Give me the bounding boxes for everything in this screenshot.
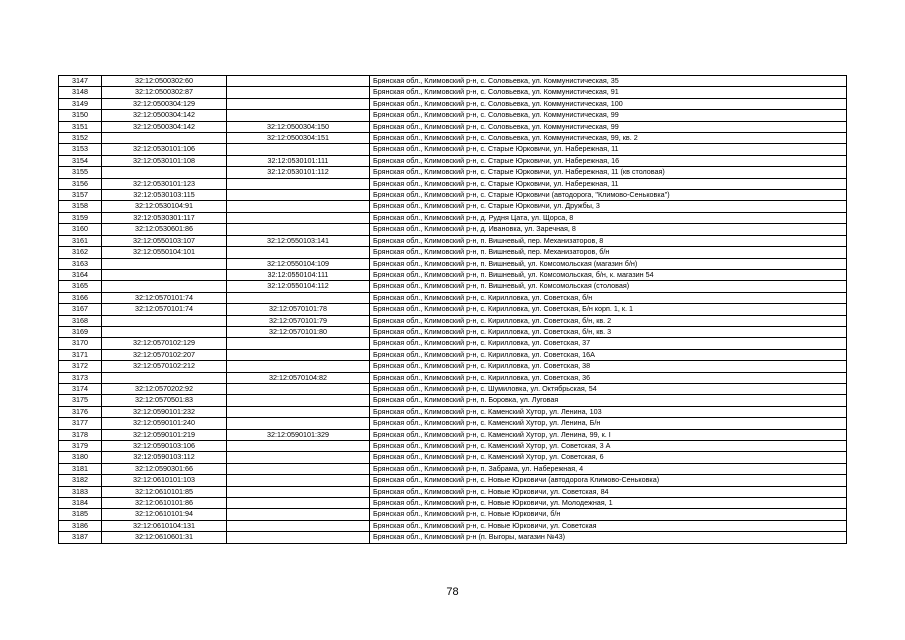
row-number-cell: 3152 <box>59 133 102 144</box>
building-cadastral-number-cell <box>227 224 370 235</box>
table-row <box>59 121 847 132</box>
row-number-cell: 3149 <box>59 98 102 109</box>
cadastral-number-cell <box>102 167 227 178</box>
address-cell: Брянская обл., Климовский р-н, с. Кирилловка, ул. Советская, б/н, кв. 2 <box>370 315 847 326</box>
cadastral-number-cell: 32:12:0530101:106 <box>102 144 227 155</box>
row-number-cell: 3157 <box>59 190 102 201</box>
address-cell: Брянская обл., Климовский р-н, с. Соловьевка, ул. Коммунистическая, 100 <box>370 98 847 109</box>
address-cell: Брянская обл., Климовский р-н, с. Новые Юрковичи (автодорога Климово-Сеньковка) <box>370 475 847 486</box>
cadastral-number-cell: 32:12:0570102:129 <box>102 338 227 349</box>
row-number-cell: 3154 <box>59 155 102 166</box>
building-cadastral-number-cell <box>227 247 370 258</box>
table-row <box>59 76 847 87</box>
building-cadastral-number-cell <box>227 87 370 98</box>
cadastral-number-cell <box>102 269 227 280</box>
address-cell: Брянская обл., Климовский р-н, с. Соловьевка, ул. Коммунистическая, 99 <box>370 110 847 121</box>
cadastral-number-cell <box>102 372 227 383</box>
cadastral-number-cell <box>102 258 227 269</box>
building-cadastral-number-cell <box>227 212 370 223</box>
address-cell: Брянская обл., Климовский р-н, с. Соловьевка, ул. Коммунистическая, 91 <box>370 87 847 98</box>
row-number-cell: 3179 <box>59 441 102 452</box>
building-cadastral-number-cell <box>227 452 370 463</box>
building-cadastral-number-cell <box>227 520 370 531</box>
row-number-cell: 3171 <box>59 349 102 360</box>
row-number-cell: 3178 <box>59 429 102 440</box>
address-cell: Брянская обл., Климовский р-н, с. Старые Юрковичи, ул. Набережная, 11 (кв столовая) <box>370 167 847 178</box>
cadastral-number-cell: 32:12:0610101:85 <box>102 486 227 497</box>
building-cadastral-number-cell: 32:12:0530101:112 <box>227 167 370 178</box>
cadastral-number-cell: 32:12:0530104:91 <box>102 201 227 212</box>
cadastral-number-cell: 32:12:0530101:123 <box>102 178 227 189</box>
table-row <box>59 315 847 326</box>
row-number-cell: 3175 <box>59 395 102 406</box>
table-row <box>59 292 847 303</box>
table-row <box>59 338 847 349</box>
building-cadastral-number-cell: 32:12:0590101:329 <box>227 429 370 440</box>
cadastral-number-cell: 32:12:0610601:31 <box>102 532 227 543</box>
cadastral-number-cell: 32:12:0500302:87 <box>102 87 227 98</box>
address-cell: Брянская обл., Климовский р-н, с. Каменский Хутор, ул. Ленина, Б/н <box>370 418 847 429</box>
table-row <box>59 532 847 543</box>
table-row <box>59 475 847 486</box>
table-row <box>59 201 847 212</box>
table-row <box>59 178 847 189</box>
row-number-cell: 3166 <box>59 292 102 303</box>
table-row <box>59 212 847 223</box>
cadastral-number-cell: 32:12:0550104:101 <box>102 247 227 258</box>
address-cell: Брянская обл., Климовский р-н, с. Старые Юрковичи (автодорога, "Климово-Сеньковка") <box>370 190 847 201</box>
building-cadastral-number-cell <box>227 178 370 189</box>
cadastral-number-cell: 32:12:0530103:115 <box>102 190 227 201</box>
table-row <box>59 326 847 337</box>
address-cell: Брянская обл., Климовский р-н, с. Старые Юрковичи, ул. Набережная, 16 <box>370 155 847 166</box>
building-cadastral-number-cell <box>227 98 370 109</box>
table-row <box>59 406 847 417</box>
cadastral-number-cell: 32:12:0500304:142 <box>102 121 227 132</box>
cadastral-number-cell: 32:12:0570501:83 <box>102 395 227 406</box>
cadastral-number-cell: 32:12:0590101:232 <box>102 406 227 417</box>
row-number-cell: 3174 <box>59 383 102 394</box>
cadastral-number-cell <box>102 281 227 292</box>
building-cadastral-number-cell <box>227 76 370 87</box>
row-number-cell: 3167 <box>59 304 102 315</box>
row-number-cell: 3147 <box>59 76 102 87</box>
table-row <box>59 509 847 520</box>
table-row <box>59 235 847 246</box>
address-cell: Брянская обл., Климовский р-н, с. Кирилловка, ул. Советская, 38 <box>370 361 847 372</box>
row-number-cell: 3148 <box>59 87 102 98</box>
address-cell: Брянская обл., Климовский р-н, с. Соловьевка, ул. Коммунистическая, 99, кв. 2 <box>370 133 847 144</box>
address-cell: Брянская обл., Климовский р-н, п. Вишневый, пер. Механизаторов, б/н <box>370 247 847 258</box>
building-cadastral-number-cell: 32:12:0550104:111 <box>227 269 370 280</box>
row-number-cell: 3150 <box>59 110 102 121</box>
row-number-cell: 3153 <box>59 144 102 155</box>
table-row <box>59 395 847 406</box>
address-cell: Брянская обл., Климовский р-н, с. Новые Юрковичи, б/н <box>370 509 847 520</box>
address-cell: Брянская обл., Климовский р-н, с. Кирилловка, ул. Советская, 37 <box>370 338 847 349</box>
cadastral-number-cell: 32:12:0610104:131 <box>102 520 227 531</box>
cadastral-number-cell: 32:12:0590101:219 <box>102 429 227 440</box>
building-cadastral-number-cell <box>227 441 370 452</box>
table-row <box>59 190 847 201</box>
row-number-cell: 3180 <box>59 452 102 463</box>
table-row <box>59 87 847 98</box>
table-row <box>59 144 847 155</box>
row-number-cell: 3181 <box>59 463 102 474</box>
row-number-cell: 3183 <box>59 486 102 497</box>
cadastral-number-cell: 32:12:0570102:207 <box>102 349 227 360</box>
cadastral-number-cell: 32:12:0530601:86 <box>102 224 227 235</box>
table-row <box>59 372 847 383</box>
building-cadastral-number-cell <box>227 406 370 417</box>
address-cell: Брянская обл., Климовский р-н, с. Старые Юрковичи, ул. Набережная, 11 <box>370 178 847 189</box>
registry-table <box>58 75 847 544</box>
row-number-cell: 3169 <box>59 326 102 337</box>
address-cell: Брянская обл., Климовский р-н, с. Новые Юрковичи, ул. Советская, 84 <box>370 486 847 497</box>
building-cadastral-number-cell <box>227 201 370 212</box>
building-cadastral-number-cell <box>227 292 370 303</box>
address-cell: Брянская обл., Климовский р-н, п. Вишневый, пер. Механизаторов, 8 <box>370 235 847 246</box>
cadastral-number-cell: 32:12:0590301:66 <box>102 463 227 474</box>
table-row <box>59 247 847 258</box>
table-row <box>59 361 847 372</box>
cadastral-number-cell: 32:12:0570102:212 <box>102 361 227 372</box>
row-number-cell: 3165 <box>59 281 102 292</box>
building-cadastral-number-cell: 32:12:0550104:109 <box>227 258 370 269</box>
cadastral-number-cell: 32:12:0500304:142 <box>102 110 227 121</box>
building-cadastral-number-cell <box>227 110 370 121</box>
table-row <box>59 304 847 315</box>
cadastral-number-cell: 32:12:0590101:240 <box>102 418 227 429</box>
address-cell: Брянская обл., Климовский р-н, с. Кирилловка, ул. Советская, 16А <box>370 349 847 360</box>
row-number-cell: 3158 <box>59 201 102 212</box>
address-cell: Брянская обл., Климовский р-н, с. Кирилловка, ул. Советская, б/н, кв. 3 <box>370 326 847 337</box>
row-number-cell: 3172 <box>59 361 102 372</box>
registry-table-body <box>59 76 847 544</box>
row-number-cell: 3155 <box>59 167 102 178</box>
address-cell: Брянская обл., Климовский р-н, с. Кирилловка, ул. Советская, Б/н корп. 1, к. 1 <box>370 304 847 315</box>
address-cell: Брянская обл., Климовский р-н, п. Вишневый, ул. Комсомольская (столовая) <box>370 281 847 292</box>
cadastral-number-cell: 32:12:0570101:74 <box>102 304 227 315</box>
row-number-cell: 3151 <box>59 121 102 132</box>
table-row <box>59 520 847 531</box>
building-cadastral-number-cell: 32:12:0550104:112 <box>227 281 370 292</box>
cadastral-number-cell: 32:12:0610101:103 <box>102 475 227 486</box>
building-cadastral-number-cell: 32:12:0570101:78 <box>227 304 370 315</box>
address-cell: Брянская обл., Климовский р-н, д. Ивановка, ул. Заречная, 8 <box>370 224 847 235</box>
cadastral-number-cell: 32:12:0590103:106 <box>102 441 227 452</box>
building-cadastral-number-cell: 32:12:0550103:141 <box>227 235 370 246</box>
table-row <box>59 258 847 269</box>
cadastral-number-cell <box>102 326 227 337</box>
address-cell: Брянская обл., Климовский р-н, с. Старые Юрковичи, ул. Набережная, 11 <box>370 144 847 155</box>
building-cadastral-number-cell <box>227 509 370 520</box>
address-cell: Брянская обл., Климовский р-н, п. Боровка, ул. Луговая <box>370 395 847 406</box>
address-cell: Брянская обл., Климовский р-н (п. Выгоры, магазин №43) <box>370 532 847 543</box>
row-number-cell: 3168 <box>59 315 102 326</box>
table-row <box>59 429 847 440</box>
cadastral-number-cell: 32:12:0530301:117 <box>102 212 227 223</box>
cadastral-number-cell: 32:12:0610101:86 <box>102 498 227 509</box>
building-cadastral-number-cell <box>227 418 370 429</box>
table-row <box>59 486 847 497</box>
building-cadastral-number-cell <box>227 361 370 372</box>
cadastral-number-cell <box>102 133 227 144</box>
table-row <box>59 167 847 178</box>
cadastral-number-cell <box>102 315 227 326</box>
building-cadastral-number-cell: 32:12:0570104:82 <box>227 372 370 383</box>
cadastral-number-cell: 32:12:0590103:112 <box>102 452 227 463</box>
cadastral-number-cell: 32:12:0570202:92 <box>102 383 227 394</box>
row-number-cell: 3156 <box>59 178 102 189</box>
building-cadastral-number-cell <box>227 395 370 406</box>
building-cadastral-number-cell <box>227 532 370 543</box>
row-number-cell: 3159 <box>59 212 102 223</box>
cadastral-number-cell: 32:12:0550103:107 <box>102 235 227 246</box>
building-cadastral-number-cell <box>227 190 370 201</box>
table-row <box>59 452 847 463</box>
page-number: 78 <box>446 586 459 598</box>
cadastral-number-cell: 32:12:0610101:94 <box>102 509 227 520</box>
address-cell: Брянская обл., Климовский р-н, с. Каменский Хутор, ул. Советская, 3 А <box>370 441 847 452</box>
address-cell: Брянская обл., Климовский р-н, с. Каменский Хутор, ул. Советская, 6 <box>370 452 847 463</box>
cadastral-number-cell: 32:12:0500304:129 <box>102 98 227 109</box>
row-number-cell: 3160 <box>59 224 102 235</box>
row-number-cell: 3162 <box>59 247 102 258</box>
cadastral-number-cell: 32:12:0500302:60 <box>102 76 227 87</box>
row-number-cell: 3177 <box>59 418 102 429</box>
table-row <box>59 281 847 292</box>
table-row <box>59 224 847 235</box>
address-cell: Брянская обл., Климовский р-н, с. Новые Юрковичи, ул. Советская <box>370 520 847 531</box>
table-row <box>59 155 847 166</box>
table-row <box>59 110 847 121</box>
building-cadastral-number-cell <box>227 475 370 486</box>
building-cadastral-number-cell: 32:12:0570101:79 <box>227 315 370 326</box>
row-number-cell: 3164 <box>59 269 102 280</box>
building-cadastral-number-cell <box>227 338 370 349</box>
address-cell: Брянская обл., Климовский р-н, с. Старые Юрковичи, ул. Дружбы, 3 <box>370 201 847 212</box>
table-row <box>59 463 847 474</box>
table-row <box>59 98 847 109</box>
address-cell: Брянская обл., Климовский р-н, п. Забрама, ул. Набережная, 4 <box>370 463 847 474</box>
building-cadastral-number-cell <box>227 498 370 509</box>
building-cadastral-number-cell: 32:12:0500304:150 <box>227 121 370 132</box>
address-cell: Брянская обл., Климовский р-н, с. Кирилловка, ул. Советская, 36 <box>370 372 847 383</box>
row-number-cell: 3161 <box>59 235 102 246</box>
building-cadastral-number-cell: 32:12:0500304:151 <box>227 133 370 144</box>
row-number-cell: 3170 <box>59 338 102 349</box>
building-cadastral-number-cell <box>227 349 370 360</box>
row-number-cell: 3163 <box>59 258 102 269</box>
building-cadastral-number-cell <box>227 463 370 474</box>
address-cell: Брянская обл., Климовский р-н, с. Кирилловка, ул. Советская, б/н <box>370 292 847 303</box>
building-cadastral-number-cell: 32:12:0570101:80 <box>227 326 370 337</box>
address-cell: Брянская обл., Климовский р-н, д. Рудня Цата, ул. Щорса, 8 <box>370 212 847 223</box>
address-cell: Брянская обл., Климовский р-н, с. Соловьевка, ул. Коммунистическая, 99 <box>370 121 847 132</box>
building-cadastral-number-cell <box>227 144 370 155</box>
building-cadastral-number-cell <box>227 383 370 394</box>
address-cell: Брянская обл., Климовский р-н, с. Шумиловка, ул. Октябрьская, 54 <box>370 383 847 394</box>
address-cell: Брянская обл., Климовский р-н, п. Вишневый, ул. Комсомольская, б/н, к. магазин 54 <box>370 269 847 280</box>
address-cell: Брянская обл., Климовский р-н, с. Соловьевка, ул. Коммунистическая, 35 <box>370 76 847 87</box>
building-cadastral-number-cell <box>227 486 370 497</box>
address-cell: Брянская обл., Климовский р-н, п. Вишневый, ул. Комсомольская (магазин б/н) <box>370 258 847 269</box>
row-number-cell: 3173 <box>59 372 102 383</box>
address-cell: Брянская обл., Климовский р-н, с. Каменский Хутор, ул. Ленина, 103 <box>370 406 847 417</box>
row-number-cell: 3185 <box>59 509 102 520</box>
cadastral-number-cell: 32:12:0530101:108 <box>102 155 227 166</box>
table-row <box>59 383 847 394</box>
table-row <box>59 269 847 280</box>
row-number-cell: 3182 <box>59 475 102 486</box>
address-cell: Брянская обл., Климовский р-н, с. Новые Юрковичи, ул. Молодежная, 1 <box>370 498 847 509</box>
building-cadastral-number-cell: 32:12:0530101:111 <box>227 155 370 166</box>
address-cell: Брянская обл., Климовский р-н, с. Каменский Хутор, ул. Ленина, 99, к. I <box>370 429 847 440</box>
table-row <box>59 349 847 360</box>
table-row <box>59 498 847 509</box>
table-row <box>59 133 847 144</box>
row-number-cell: 3186 <box>59 520 102 531</box>
table-row <box>59 418 847 429</box>
table-row <box>59 441 847 452</box>
row-number-cell: 3184 <box>59 498 102 509</box>
cadastral-number-cell: 32:12:0570101:74 <box>102 292 227 303</box>
row-number-cell: 3187 <box>59 532 102 543</box>
row-number-cell: 3176 <box>59 406 102 417</box>
